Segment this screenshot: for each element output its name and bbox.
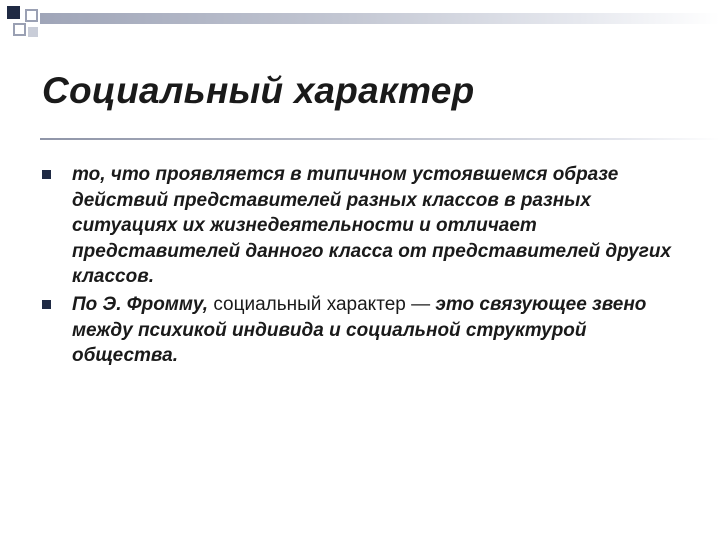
header-gradient-bar: [40, 13, 720, 24]
corner-square-outline: [13, 23, 26, 36]
bullet-list: [40, 162, 690, 371]
bullet-text-emphasis: По Э. Фромму,: [72, 293, 209, 315]
bullet-text: то, что проявляется в типичном устоявшемся образе действий представителей разных классов в разных ситуациях их жизнедеятельности и отличает представителей данного класса от представителей других классов.: [72, 164, 672, 288]
slide-title: Социальный характер: [42, 70, 475, 111]
corner-square-light: [28, 27, 38, 37]
corner-square-outline: [25, 9, 38, 22]
bullet-item: [40, 162, 690, 290]
square-bullet-icon: [42, 300, 51, 309]
title-divider: [40, 138, 720, 140]
bullet-item: [40, 292, 690, 369]
bullet-text-plain: социальный характер —: [208, 293, 436, 315]
corner-square-dark: [7, 6, 20, 19]
square-bullet-icon: [42, 170, 51, 179]
bullet-text: это связующее звено между психикой индивида и социальной структурой общества.: [72, 293, 647, 367]
